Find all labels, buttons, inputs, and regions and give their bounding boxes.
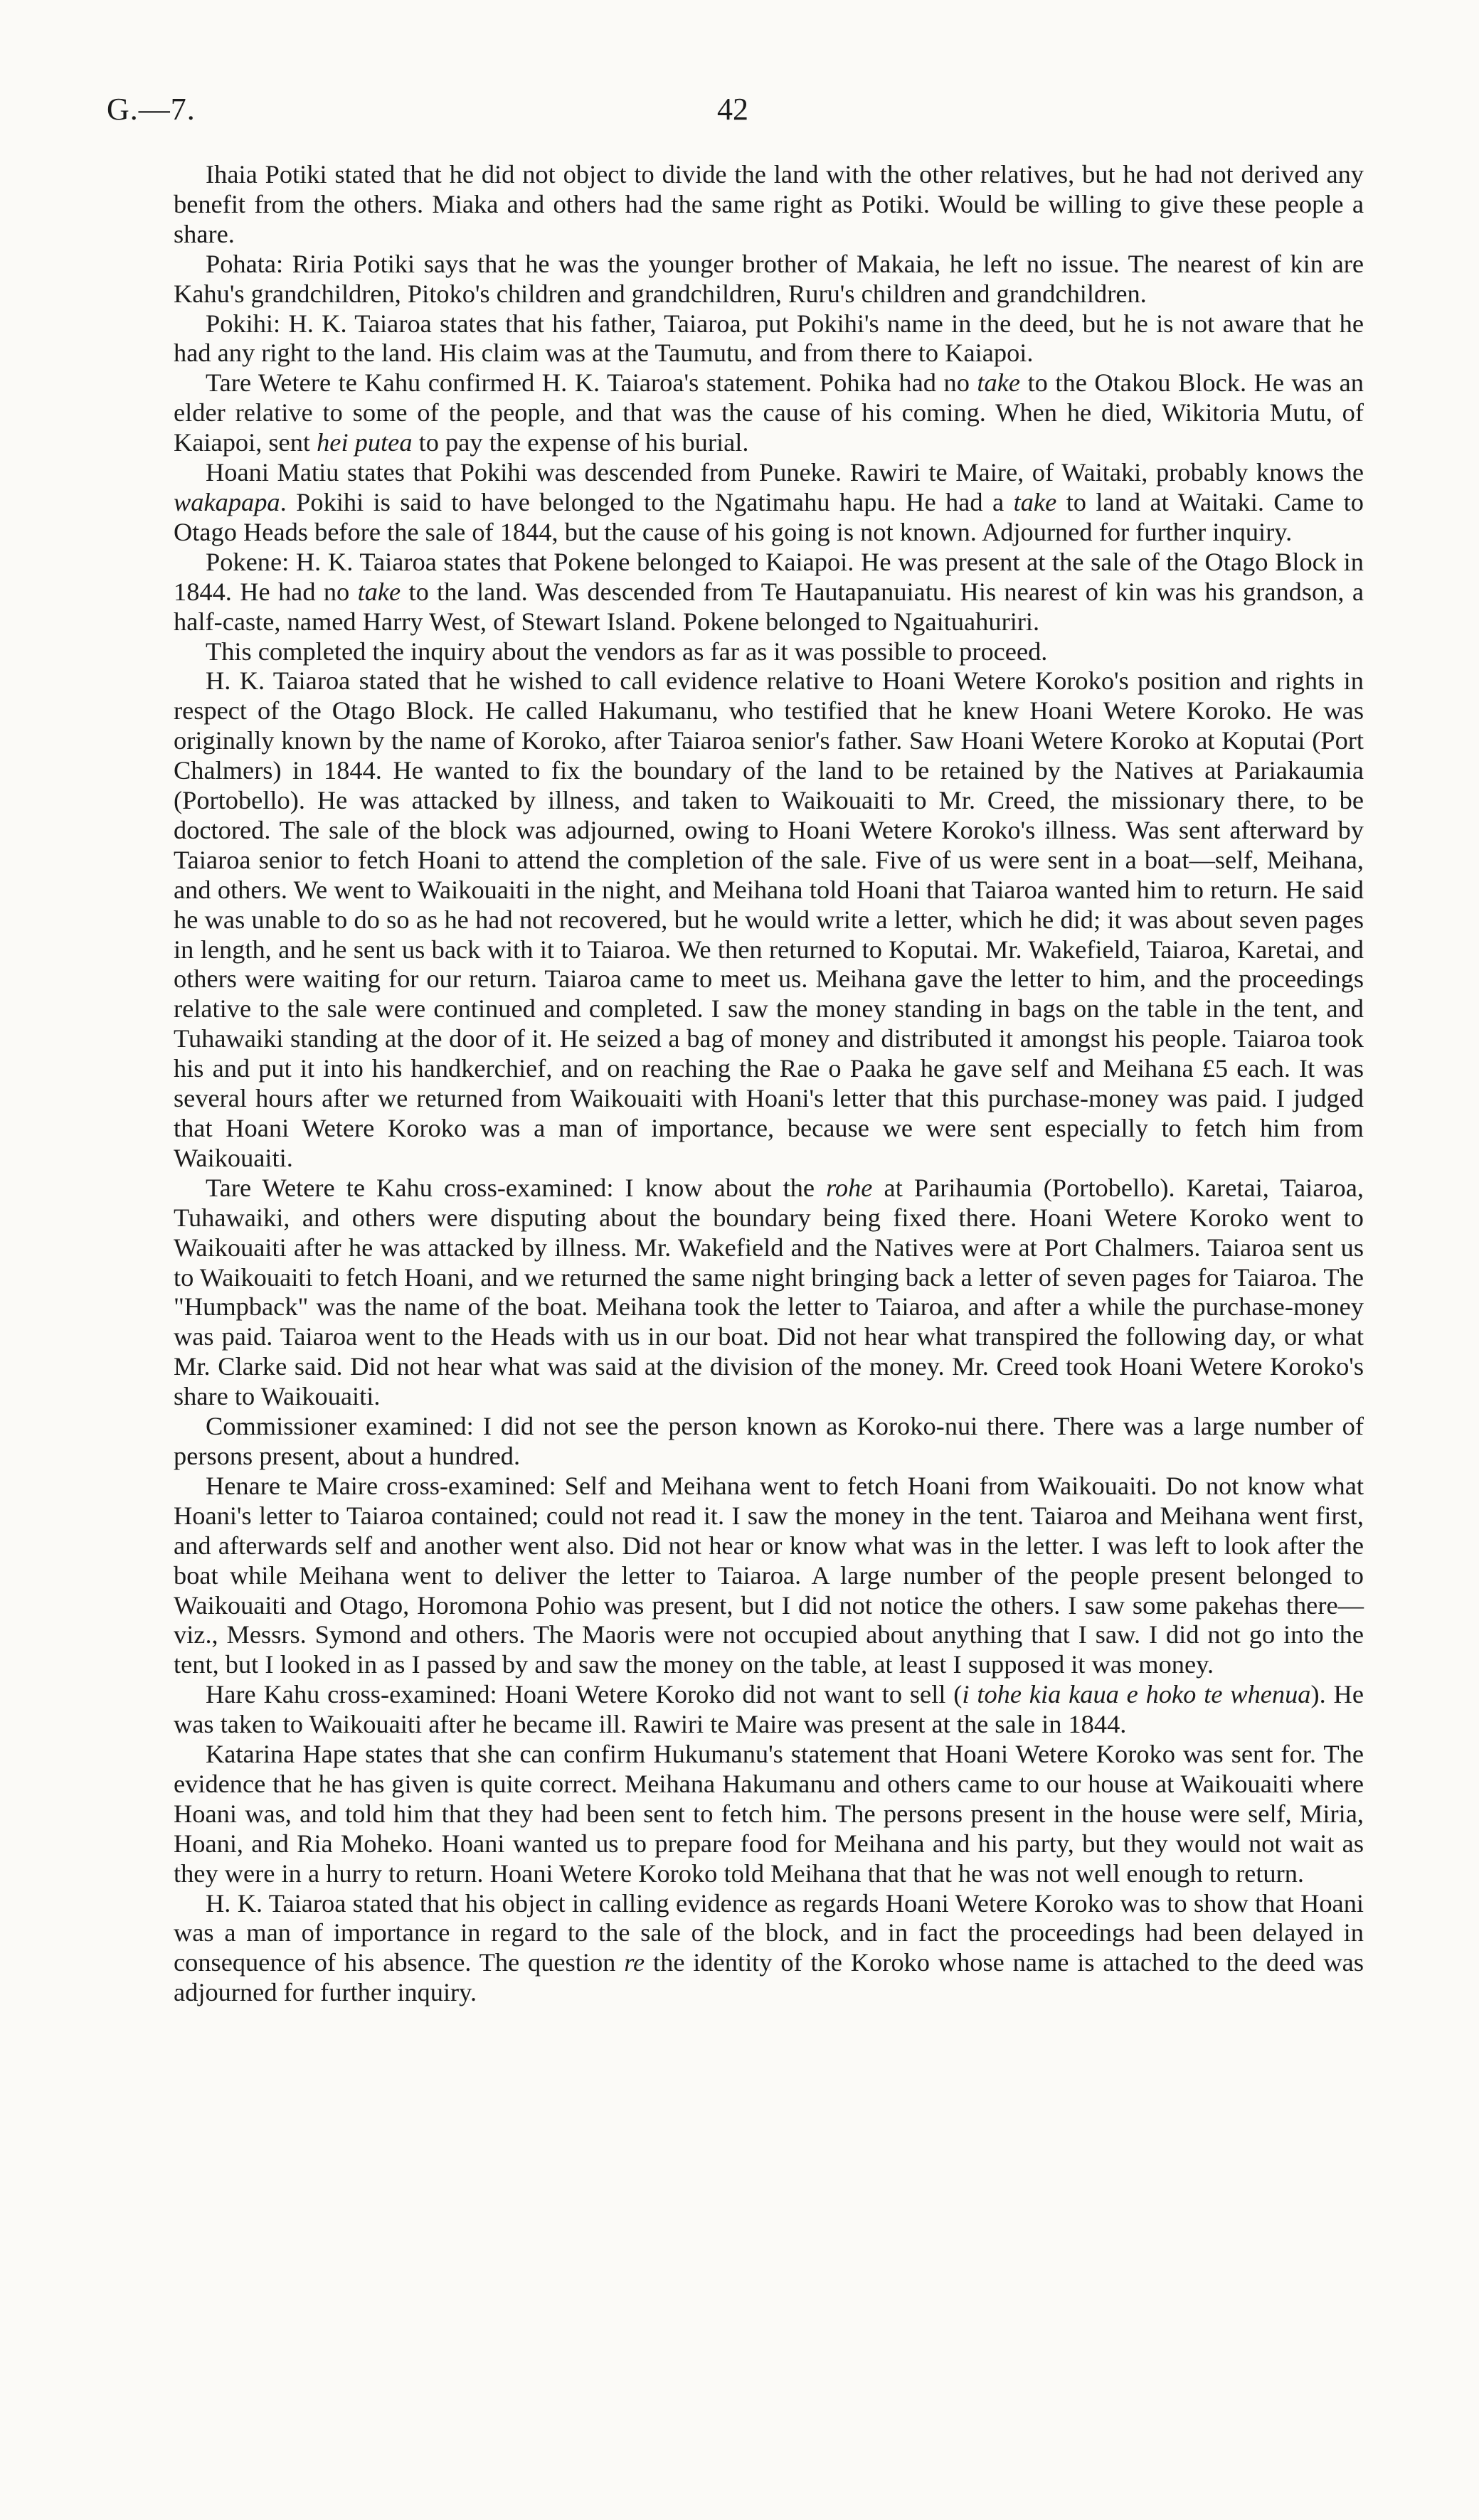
- paragraph-p13: [174, 1740, 1364, 1889]
- text-segment: H. K. Taiaroa stated that he wished to call evidence relative to Hoani Wetere Koroko's position and rights in respect of the Otago Block. He called Hakumanu, who testified that he knew Hoani Wetere Koroko. He was originally known by the name of Koroko, after Taiaroa senior's father. Saw Hoani Wetere Koroko at Koputai (Port Chalmers) in 1844. He wanted to fix the boundary of the land to be retained by the Natives at Pariakaumia (Portobello). He was attacked by illness, and taken to Waikouaiti to Mr. Creed, the missionary there, to be doctored. The sale of the block was adjourned, owing to Hoani Wetere Koroko's illness. Was sent afterward by Taiaroa senior to fetch Hoani to attend the completion of the sale. Five of us were sent in a boat—self, Meihana, and others. We went to Waikouaiti in the night, and Meihana told Hoani that Taiaroa wanted him to return. He said he was unable to do so as he had not recovered, but he would write a letter, which he did; it was about seven pages in length, and he sent us back with it to Taiaroa. We then returned to Koputai. Mr. Wakefield, Taiaroa, Karetai, and others were waiting for our return. Taiaroa came to meet us. Meihana gave the letter to him, and the proceedings relative to the sale were continued and completed. I saw the money standing in bags on the table in the tent, and Tuhawaiki standing at the door of it. He seized a bag of money and distributed it amongst his people. Taiaroa took his and put it into his handkerchief, and on reaching the Rae o Paaka he gave self and Meihana £5 each. It was several hours after we returned from Waikouaiti with Hoani's letter that this purchase-money was paid. I judged that Hoani Wetere Koroko was a man of importance, because we were sent especially to fetch him from Waikouaiti.: [174, 666, 1364, 1172]
- italic-term: take: [977, 368, 1021, 398]
- text-segment: H. K. Taiaroa stated that his object in calling evidence as regards Hoani Wetere Koroko was to show that Hoani was a man of importance in regard to the sale of the block, and in fact the proceedings had been delayed in consequence of his absence. The question: [174, 1888, 1364, 1977]
- paragraph-p3: [174, 309, 1364, 369]
- italic-term: take: [1013, 487, 1057, 516]
- text-segment: ). He was taken to Waikouaiti after he became ill. Rawiri te Maire was present at the sale in 1844.: [174, 1680, 1364, 1739]
- text-segment: to the Otakou Block. He was an elder relative to some of the people, and that was the cause of his coming. When he died, Wikitoria Mutu, of Kaiapoi, sent: [174, 368, 1364, 457]
- italic-term: i tohe kia kaua e hoko te whenua: [962, 1680, 1311, 1709]
- paragraph-p5: [174, 458, 1364, 548]
- page-header: [0, 91, 1479, 134]
- paragraph-p7: [174, 637, 1364, 667]
- text-segment: Hare Kahu cross-examined: Hoani Wetere Koroko did not want to sell (: [206, 1680, 963, 1709]
- paragraph-p1: [174, 160, 1364, 250]
- italic-term: wakapapa: [174, 487, 280, 516]
- text-segment: at Parihaumia (Portobello). Karetai, Taiaroa, Tuhawaiki, and others were disputing about the boundary being fixed there. Hoani Wetere Koroko went to Waikouaiti after he was attacked by illness. Mr. Wakefield and the Natives were at Port Chalmers. Taiaroa sent us to Waikouaiti to fetch Hoani, and we returned the same night bringing back a letter of seven pages for Taiaroa. The "Humpback" was the name of the boat. Meihana took the letter to Taiaroa, and after a while the purchase-money was paid. Taiaroa went to the Heads with us in our boat. Did not hear what transpired the following day, or what Mr. Clarke said. Did not hear what was said at the division of the money. Mr. Creed took Hoani Wetere Koroko's share to Waikouaiti.: [174, 1173, 1364, 1411]
- italic-term: re: [624, 1948, 645, 1977]
- italic-term: rohe: [826, 1173, 873, 1202]
- text-segment: Hoani Matiu states that Pokihi was descended from Puneke. Rawiri te Maire, of Waitaki, probably knows the: [206, 458, 1364, 487]
- text-segment: Tare Wetere te Kahu confirmed H. K. Taiaroa's statement. Pohika had no: [206, 368, 977, 398]
- body-text: [174, 160, 1364, 2008]
- text-segment: Tare Wetere te Kahu cross-examined: I know about the: [206, 1173, 827, 1202]
- page-number: 42: [717, 92, 748, 127]
- text-segment: to pay the expense of his burial.: [412, 428, 749, 457]
- text-segment: Pohata: Riria Potiki says that he was the younger brother of Makaia, he left no issue. The nearest of kin are Kahu's grandchildren, Pitoko's children and grandchildren, Ruru's children and grandchildren.: [174, 249, 1364, 308]
- paragraph-p6: [174, 548, 1364, 637]
- text-segment: Pokihi: H. K. Taiaroa states that his father, Taiaroa, put Pokihi's name in the deed, but he is not aware that he had any right to the land. His claim was at the Taumutu, and from there to Kaiapoi.: [174, 309, 1364, 368]
- italic-term: take: [357, 577, 401, 606]
- paragraph-p10: [174, 1412, 1364, 1472]
- text-segment: . Pokihi is said to have belonged to the Ngatimahu hapu. He had a: [280, 487, 1014, 516]
- text-segment: to land at Waitaki. Came to Otago Heads before the sale of 1844, but the cause of his going is not known. Adjourned for further inquiry.: [174, 487, 1364, 546]
- paragraph-p11: [174, 1472, 1364, 1680]
- text-segment: Ihaia Potiki stated that he did not object to divide the land with the other relatives, but he had not derived any benefit from the others. Miaka and others had the same right as Potiki. Would be willing to give these people a share.: [174, 160, 1364, 248]
- paragraph-p2: [174, 250, 1364, 309]
- italic-term: hei putea: [317, 428, 413, 457]
- text-segment: to the land. Was descended from Te Hautapanuiatu. His nearest of kin was his grandson, a half-caste, named Harry West, of Stewart Island. Pokene belonged to Ngaituahuriri.: [174, 577, 1364, 636]
- text-segment: Commissioner examined: I did not see the person known as Koroko-nui there. There was a large number of persons present, about a hundred.: [174, 1412, 1364, 1470]
- paragraph-p4: [174, 368, 1364, 458]
- text-segment: Henare te Maire cross-examined: Self and Meihana went to fetch Hoani from Waikouaiti. Do not know what Hoani's letter to Taiaroa contained; could not read it. I saw the money in the tent. Taiaroa and Meihana went first, and afterwards self and another went also. Did not hear or know what was in the letter. I was left to look after the boat while Meihana went to deliver the letter to Taiaroa. A large number of the people present belonged to Waikouaiti and Otago, Horomona Pohio was present, but I did not notice the others. I saw some pakehas there—viz., Messrs. Symond and others. The Maoris were not occupied about anything that I saw. I did not go into the tent, but I looked in as I passed by and saw the money on the table, at least I supposed it was money.: [174, 1471, 1364, 1679]
- text-segment: Pokene: H. K. Taiaroa states that Pokene belonged to Kaiapoi. He was present at the sale of the Otago Block in 1844. He had no: [174, 547, 1364, 606]
- paragraph-p12: [174, 1680, 1364, 1740]
- document-reference: G.—7.: [107, 92, 196, 127]
- paragraph-p8: [174, 666, 1364, 1173]
- text-segment: This completed the inquiry about the vendors as far as it was possible to proceed.: [206, 637, 1048, 666]
- paragraph-p14: [174, 1889, 1364, 2009]
- paragraph-p9: [174, 1174, 1364, 1412]
- text-segment: the identity of the Koroko whose name is attached to the deed was adjourned for further inquiry.: [174, 1948, 1364, 2007]
- text-segment: Katarina Hape states that she can confirm Hukumanu's statement that Hoani Wetere Koroko was sent for. The evidence that he has given is quite correct. Meihana Hakumanu and others came to our house at Waikouaiti where Hoani was, and told him that they had been sent to fetch him. The persons present in the house were self, Miria, Hoani, and Ria Moheko. Hoani wanted us to prepare food for Meihana and his party, but they would not wait as they were in a hurry to return. Hoani Wetere Koroko told Meihana that that he was not well enough to return.: [174, 1740, 1364, 1888]
